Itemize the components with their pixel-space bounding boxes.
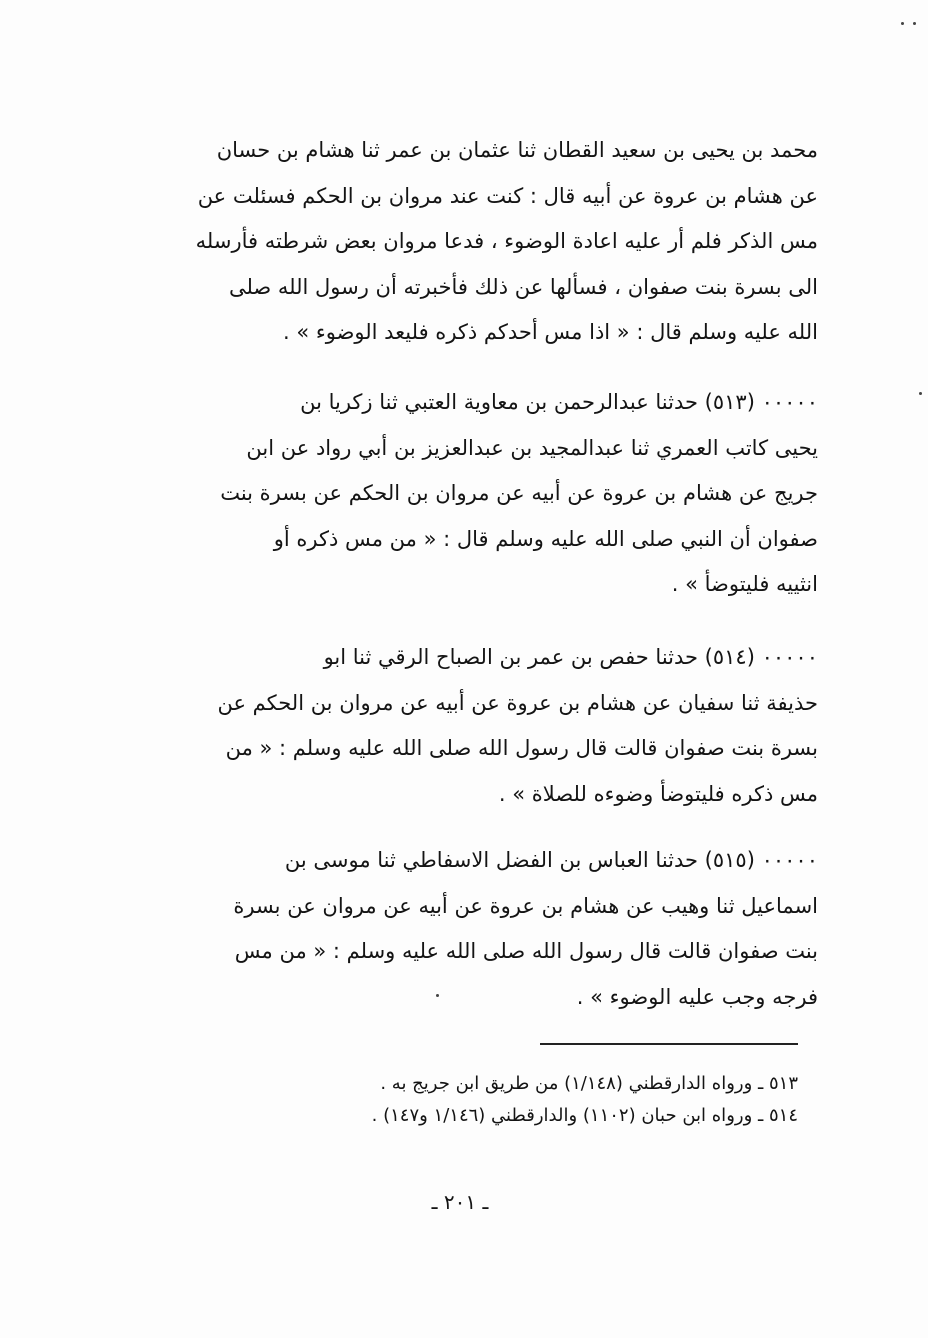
footnote-514: ٥١٤ ـ ورواه ابن حبان (١١٠٢) والدارقطني (١/١٤٦ و١٤٧) . [371, 1105, 798, 1126]
text-line: جريج عن هشام بن عروة عن أبيه عن مروان بن الحكم عن بسرة بنت [220, 481, 818, 505]
scan-speck [436, 994, 439, 997]
text-line: بسرة بنت صفوان قالت قال رسول الله صلى الله عليه وسلم : « من [225, 736, 818, 760]
paragraph-continuation [104, 128, 818, 356]
text-line: مس الذكر فلم أر عليه اعادة الوضوء ، فدعا مروان بعض شرطته فأرسله [195, 229, 818, 253]
text-line: ٠٠٠٠٠ (٥١٣) حدثنا عبدالرحمن بن معاوية العتبي ثنا زكريا بن [300, 390, 818, 414]
text-line: فرجه وجب عليه الوضوء » . [576, 984, 818, 1009]
text-line: بنت صفوان قالت قال رسول الله صلى الله عليه وسلم : « من مس [234, 939, 818, 963]
footnote-513: ٥١٣ ـ ورواه الدارقطني (١/١٤٨) من طريق ابن جريج به . [380, 1073, 798, 1094]
text-line: يحيى كاتب العمري ثنا عبدالمجيد بن عبدالعزيز بن أبي رواد عن ابن [246, 435, 818, 460]
page-number: ـ ٢٠١ ـ [431, 1190, 489, 1214]
hadith-514 [104, 635, 818, 817]
text-line: انثييه فليتوضأ » . [671, 572, 818, 596]
text-line: ٠٠٠٠٠ (٥١٥) حدثنا العباس بن الفضل الاسفاطي ثنا موسى بن [284, 848, 818, 872]
hadith-515 [104, 838, 818, 1020]
text-line: حذيفة ثنا سفيان عن هشام بن عروة عن أبيه عن مروان بن الحكم عن [217, 690, 818, 715]
text-line: اسماعيل ثنا وهيب عن هشام بن عروة عن أبيه عن مروان عن بسرة [233, 893, 818, 918]
text-line: صفوان أن النبي صلى الله عليه وسلم قال : « من مس ذكره أو [273, 526, 818, 551]
text-line: محمد بن يحيى بن سعيد القطان ثنا عثمان بن عمر ثنا هشام بن حسان [216, 138, 818, 162]
scan-speck [919, 392, 922, 395]
text-line: ٠٠٠٠٠ (٥١٤) حدثنا حفص بن عمر بن الصباح الرقي ثنا ابو [323, 645, 818, 669]
scan-speck [913, 22, 916, 25]
text-line: مس ذكره فليتوضأ وضوءه للصلاة » . [498, 781, 818, 806]
hadith-513 [104, 380, 818, 608]
text-line: الى بسرة بنت صفوان ، فسألها عن ذلك فأخبرته أن رسول الله صلى [228, 274, 818, 299]
scan-speck [901, 22, 904, 25]
text-line: عن هشام بن عروة عن أبيه قال : كنت عند مروان بن الحكم فسئلت عن [197, 183, 818, 208]
text-line: الله عليه وسلم قال : « اذا مس أحدكم ذكره فليعد الوضوء » . [282, 320, 818, 344]
footnote-divider [540, 1043, 798, 1045]
footnotes [150, 1068, 798, 1132]
